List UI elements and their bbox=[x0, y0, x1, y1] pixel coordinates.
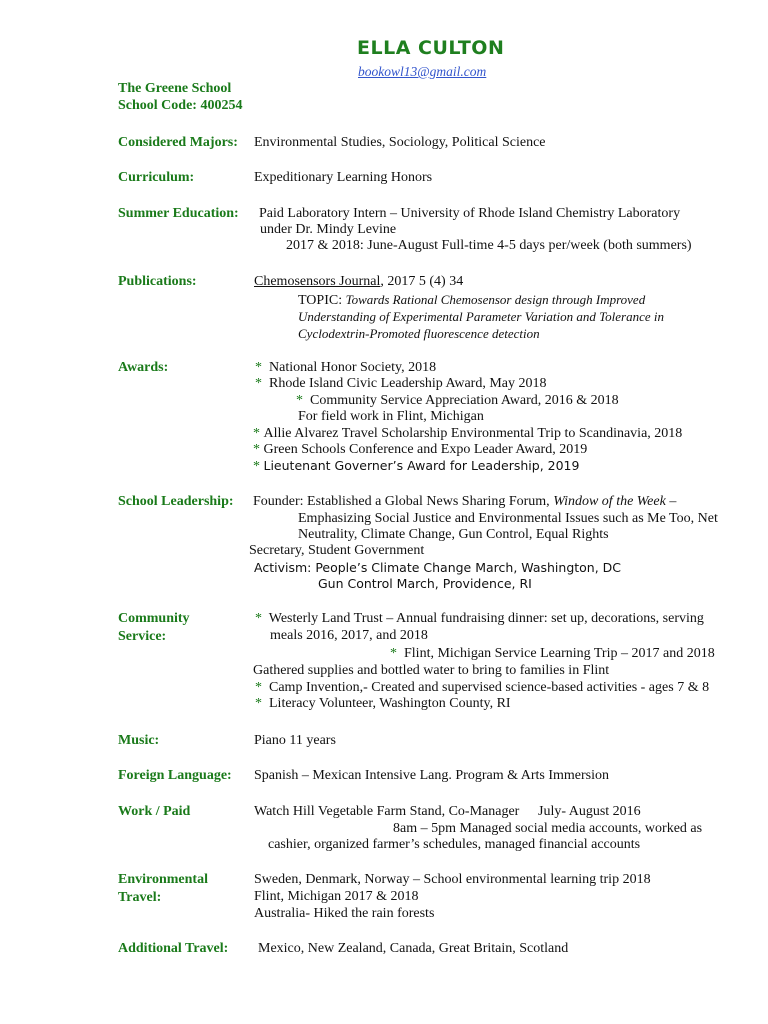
awards-label: Awards: bbox=[118, 360, 169, 375]
publications-label: Publications: bbox=[118, 274, 197, 289]
work-label: Work / Paid bbox=[118, 804, 191, 819]
community-line-5: * Camp Invention,- Created and supervised science-based activities - ages 7 & 8 bbox=[255, 680, 710, 695]
majors-label: Considered Majors: bbox=[118, 135, 238, 150]
resume-name: ELLA CULTON bbox=[357, 37, 505, 59]
language-label: Foreign Language: bbox=[118, 768, 232, 783]
award-item-3: * Community Service Appreciation Award, 2016 & 2018 bbox=[296, 393, 619, 408]
envtravel-line-3: Australia- Hiked the rain forests bbox=[254, 906, 435, 921]
bullet-star-icon: * bbox=[296, 393, 303, 408]
award-item-5: * Green Schools Conference and Expo Leader Award, 2019 bbox=[253, 442, 588, 457]
bullet-star-icon: * bbox=[253, 442, 260, 457]
community-label-2: Service: bbox=[118, 629, 167, 644]
topic-text-2: Understanding of Experimental Parameter Variation and Tolerance in bbox=[298, 309, 665, 324]
email-link[interactable]: bookowl13@gmail.com bbox=[358, 64, 487, 79]
work-line-3: cashier, organized farmer’s schedules, managed financial accounts bbox=[268, 837, 641, 852]
award-item-2: * Rhode Island Civic Leadership Award, May 2018 bbox=[255, 376, 547, 391]
topic-text-3: Cyclodextrin-Promoted fluorescence detection bbox=[298, 326, 540, 341]
community-line-2: meals 2016, 2017, and 2018 bbox=[270, 628, 428, 643]
summer-label: Summer Education: bbox=[118, 206, 239, 221]
publication-citation bbox=[254, 274, 463, 290]
community-label-1: Community bbox=[118, 611, 190, 626]
leadership-line-5: Activism: People’s Climate Change March, Washington, DC bbox=[254, 560, 622, 575]
addtravel-label: Additional Travel: bbox=[118, 941, 229, 956]
bullet-star-icon: * bbox=[255, 360, 262, 375]
award-item-4: * Allie Alvarez Travel Scholarship Environmental Trip to Scandinavia, 2018 bbox=[253, 426, 683, 441]
summer-line-1: Paid Laboratory Intern – University of Rhode Island Chemistry Laboratory bbox=[259, 206, 681, 221]
bullet-star-icon: * bbox=[390, 646, 397, 661]
language-value: Spanish – Mexican Intensive Lang. Program & Arts Immersion bbox=[254, 768, 609, 783]
topic-text-1: Towards Rational Chemosensor design through Improved bbox=[345, 292, 646, 307]
topic-label: TOPIC: bbox=[298, 293, 343, 308]
community-line-3: * Flint, Michigan Service Learning Trip – 2017 and 2018 bbox=[390, 646, 715, 661]
music-value: Piano 11 years bbox=[254, 733, 336, 748]
leadership-line-4: Secretary, Student Government bbox=[249, 543, 425, 558]
work-line-1: Watch Hill Vegetable Farm Stand, Co-Manager bbox=[254, 804, 520, 819]
community-line-1: * Westerly Land Trust – Annual fundraising dinner: set up, decorations, serving bbox=[255, 611, 704, 626]
community-line-6: * Literacy Volunteer, Washington County, RI bbox=[255, 696, 511, 711]
bullet-star-icon: * bbox=[255, 680, 262, 695]
addtravel-value: Mexico, New Zealand, Canada, Great Britain, Scotland bbox=[258, 941, 569, 956]
school-code: School Code: 400254 bbox=[118, 98, 243, 113]
leadership-founder: Founder: Established a Global News Sharing Forum, Window of the Week – bbox=[253, 494, 677, 509]
bullet-star-icon: * bbox=[253, 426, 260, 441]
music-label: Music: bbox=[118, 733, 160, 748]
leadership-label: School Leadership: bbox=[118, 494, 234, 509]
bullet-star-icon: * bbox=[255, 376, 262, 391]
envtravel-label-2: Travel: bbox=[118, 890, 162, 905]
summer-line-2: under Dr. Mindy Levine bbox=[260, 222, 397, 237]
community-line-4: Gathered supplies and bottled water to bring to families in Flint bbox=[253, 663, 610, 678]
curriculum-value: Expeditionary Learning Honors bbox=[254, 170, 433, 185]
work-line-2: 8am – 5pm Managed social media accounts, worked as bbox=[393, 821, 703, 836]
bullet-star-icon: * bbox=[253, 459, 260, 474]
journal-name: Chemosensors Journal bbox=[254, 274, 381, 289]
bullet-star-icon: * bbox=[255, 611, 262, 626]
envtravel-line-2: Flint, Michigan 2017 & 2018 bbox=[254, 889, 419, 904]
curriculum-label: Curriculum: bbox=[118, 170, 195, 185]
envtravel-line-1: Sweden, Denmark, Norway – School environmental learning trip 2018 bbox=[254, 872, 651, 887]
summer-line-3: 2017 & 2018: June-August Full-time 4-5 days per/week (both summers) bbox=[286, 238, 692, 253]
leadership-line-6: Gun Control March, Providence, RI bbox=[318, 576, 532, 591]
award-item-6: * Lieutenant Governer’s Award for Leadership, 2019 bbox=[253, 458, 580, 474]
leadership-line-2: Emphasizing Social Justice and Environmental Issues such as Me Too, Net bbox=[298, 511, 718, 526]
work-dates: July- August 2016 bbox=[538, 804, 641, 819]
publication-topic-line-1 bbox=[298, 292, 645, 309]
award-item-3-detail: For field work in Flint, Michigan bbox=[298, 409, 484, 424]
majors-value: Environmental Studies, Sociology, Political Science bbox=[254, 135, 546, 150]
leadership-line-3: Neutrality, Climate Change, Gun Control, Equal Rights bbox=[298, 527, 609, 542]
school-name: The Greene School bbox=[118, 81, 232, 96]
forum-title: Window of the Week bbox=[553, 494, 666, 509]
award-item-1: * National Honor Society, 2018 bbox=[255, 360, 437, 375]
journal-citation: , 2017 5 (4) 34 bbox=[380, 274, 464, 289]
bullet-star-icon: * bbox=[255, 696, 262, 711]
envtravel-label-1: Environmental bbox=[118, 872, 208, 887]
